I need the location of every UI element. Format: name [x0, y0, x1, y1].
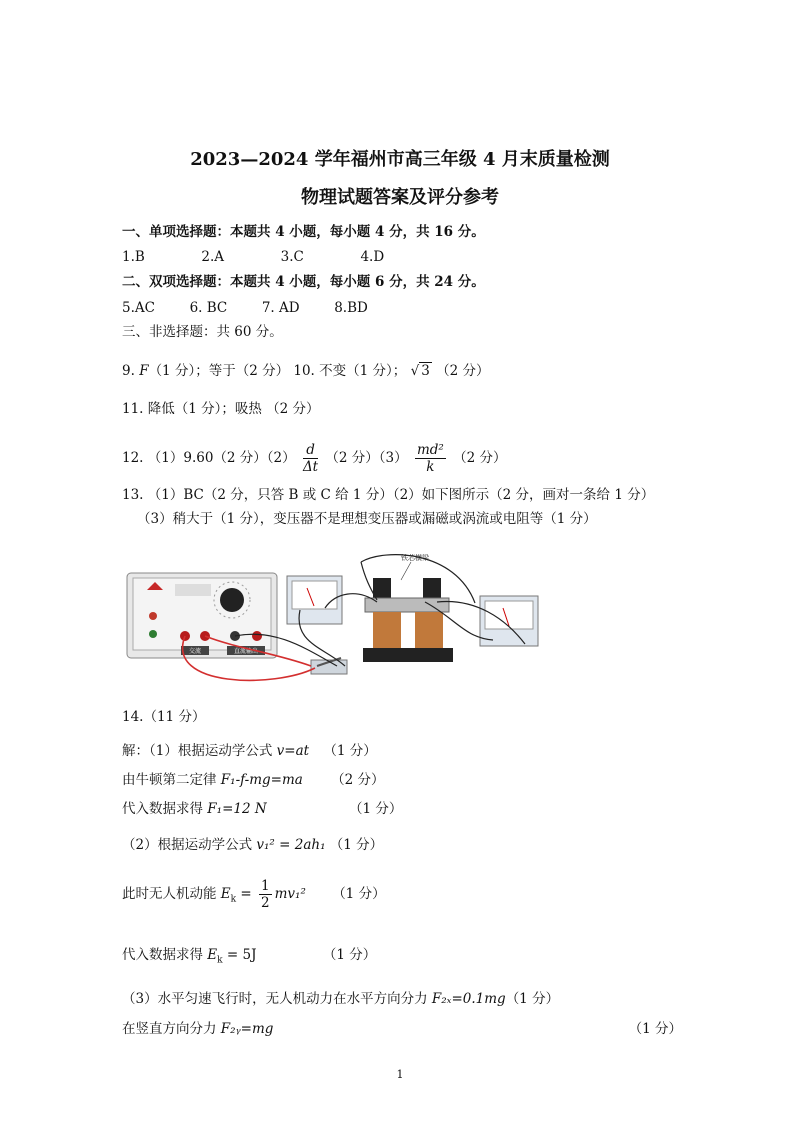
question-14-heading: 14.（11 分）	[122, 709, 206, 725]
voltage-knob	[220, 588, 244, 612]
section-2-answers	[122, 299, 368, 317]
question-13-line-1: 13. （1）BC（2 分，只答 B 或 C 给 1 分）（2）如下图所示（2 分，画对一条给 1 分）	[122, 487, 655, 503]
fraction-one-half: $\frac{1}{2}$	[261, 878, 270, 911]
q14-line-7: （3）水平匀速飞行时，无人机动力在水平方向分力 F₂ₓ=0.1mg（1 分）	[122, 991, 560, 1007]
transformer-clamp-right	[423, 578, 441, 600]
dc-label: 直流输出	[233, 648, 259, 655]
answer-6: 6. BC	[189, 300, 228, 316]
answer-7: 7. AD	[261, 300, 300, 316]
section-1-heading: 一、单项选择题：本题共 4 小题，每小题 4 分，共 16 分。	[122, 224, 485, 240]
question-12: 12. （1）9.60（2 分）（2） $\frac{d}{\Delta t}$ （2 分）（3） $\frac{\text{md²}}{k}$ （2 分）	[122, 442, 507, 475]
section-1-answers	[122, 248, 384, 266]
page-number: 1	[396, 1068, 404, 1081]
core-label: 铁芯横梁	[401, 554, 429, 562]
question-9-10: 9. F（1 分）；等于（2 分） 10. 不变（1 分）； √ 3 （2 分）	[122, 363, 490, 379]
q14-line-4: （2）根据运动学公式 v₁² = 2ah₁ （1 分）	[122, 837, 384, 853]
section-2-heading: 二、双项选择题：本题共 4 小题，每小题 6 分，共 24 分。	[122, 274, 485, 290]
q14-line-5: 此时无人机动能 $E_k$ = $\frac{1}{2}$ mv₁² （1 分）	[122, 878, 386, 911]
fraction-md2-over-k: $\frac{\text{md²}}{k}$	[416, 442, 444, 475]
answer-2: 2.A	[201, 249, 225, 265]
question-11: 11. 降低（1 分）；吸热 （2 分）	[122, 401, 320, 417]
secondary-coil	[415, 612, 443, 648]
question-13-line-2: （3）稍大于（1 分），变压器不是理想变压器或漏磁或涡流或电阻等（1 分）	[137, 511, 597, 527]
answer-4: 4.D	[360, 249, 385, 265]
q14-line-2: 由牛顿第二定律 F₁-f-mg=ma （2 分）	[122, 772, 385, 788]
page-title: 2023—2024 学年福州市高三年级 4 月末质量检测	[190, 149, 610, 170]
page-subtitle: 物理试题答案及评分参考	[301, 187, 499, 208]
answer-8: 8.BD	[334, 300, 368, 316]
fraction-d-over-dt: $\frac{d}{\Delta t}$	[302, 442, 319, 475]
force-variable: F	[139, 363, 149, 379]
q14-line-1: 解：（1）根据运动学公式 v=at （1 分）	[122, 743, 377, 759]
answer-1: 1.B	[122, 249, 145, 265]
q14-line-6: 代入数据求得 $E_k = 5J$ （1 分）	[122, 947, 377, 966]
q14-line-8: 在竖直方向分力 F₂ᵧ=mg （1 分）	[122, 1021, 682, 1037]
sqrt-expression: √ 3	[410, 363, 430, 379]
answer-3: 3.C	[280, 249, 304, 265]
section-3-heading: 三、非选择题：共 60 分。	[122, 324, 283, 340]
answer-5: 5.AC	[122, 300, 155, 316]
ac-label: 交流	[188, 648, 202, 655]
primary-coil	[373, 612, 401, 648]
q14-line-3: 代入数据求得 F₁=12 N （1 分）	[122, 801, 403, 817]
circuit-photo	[125, 548, 550, 688]
